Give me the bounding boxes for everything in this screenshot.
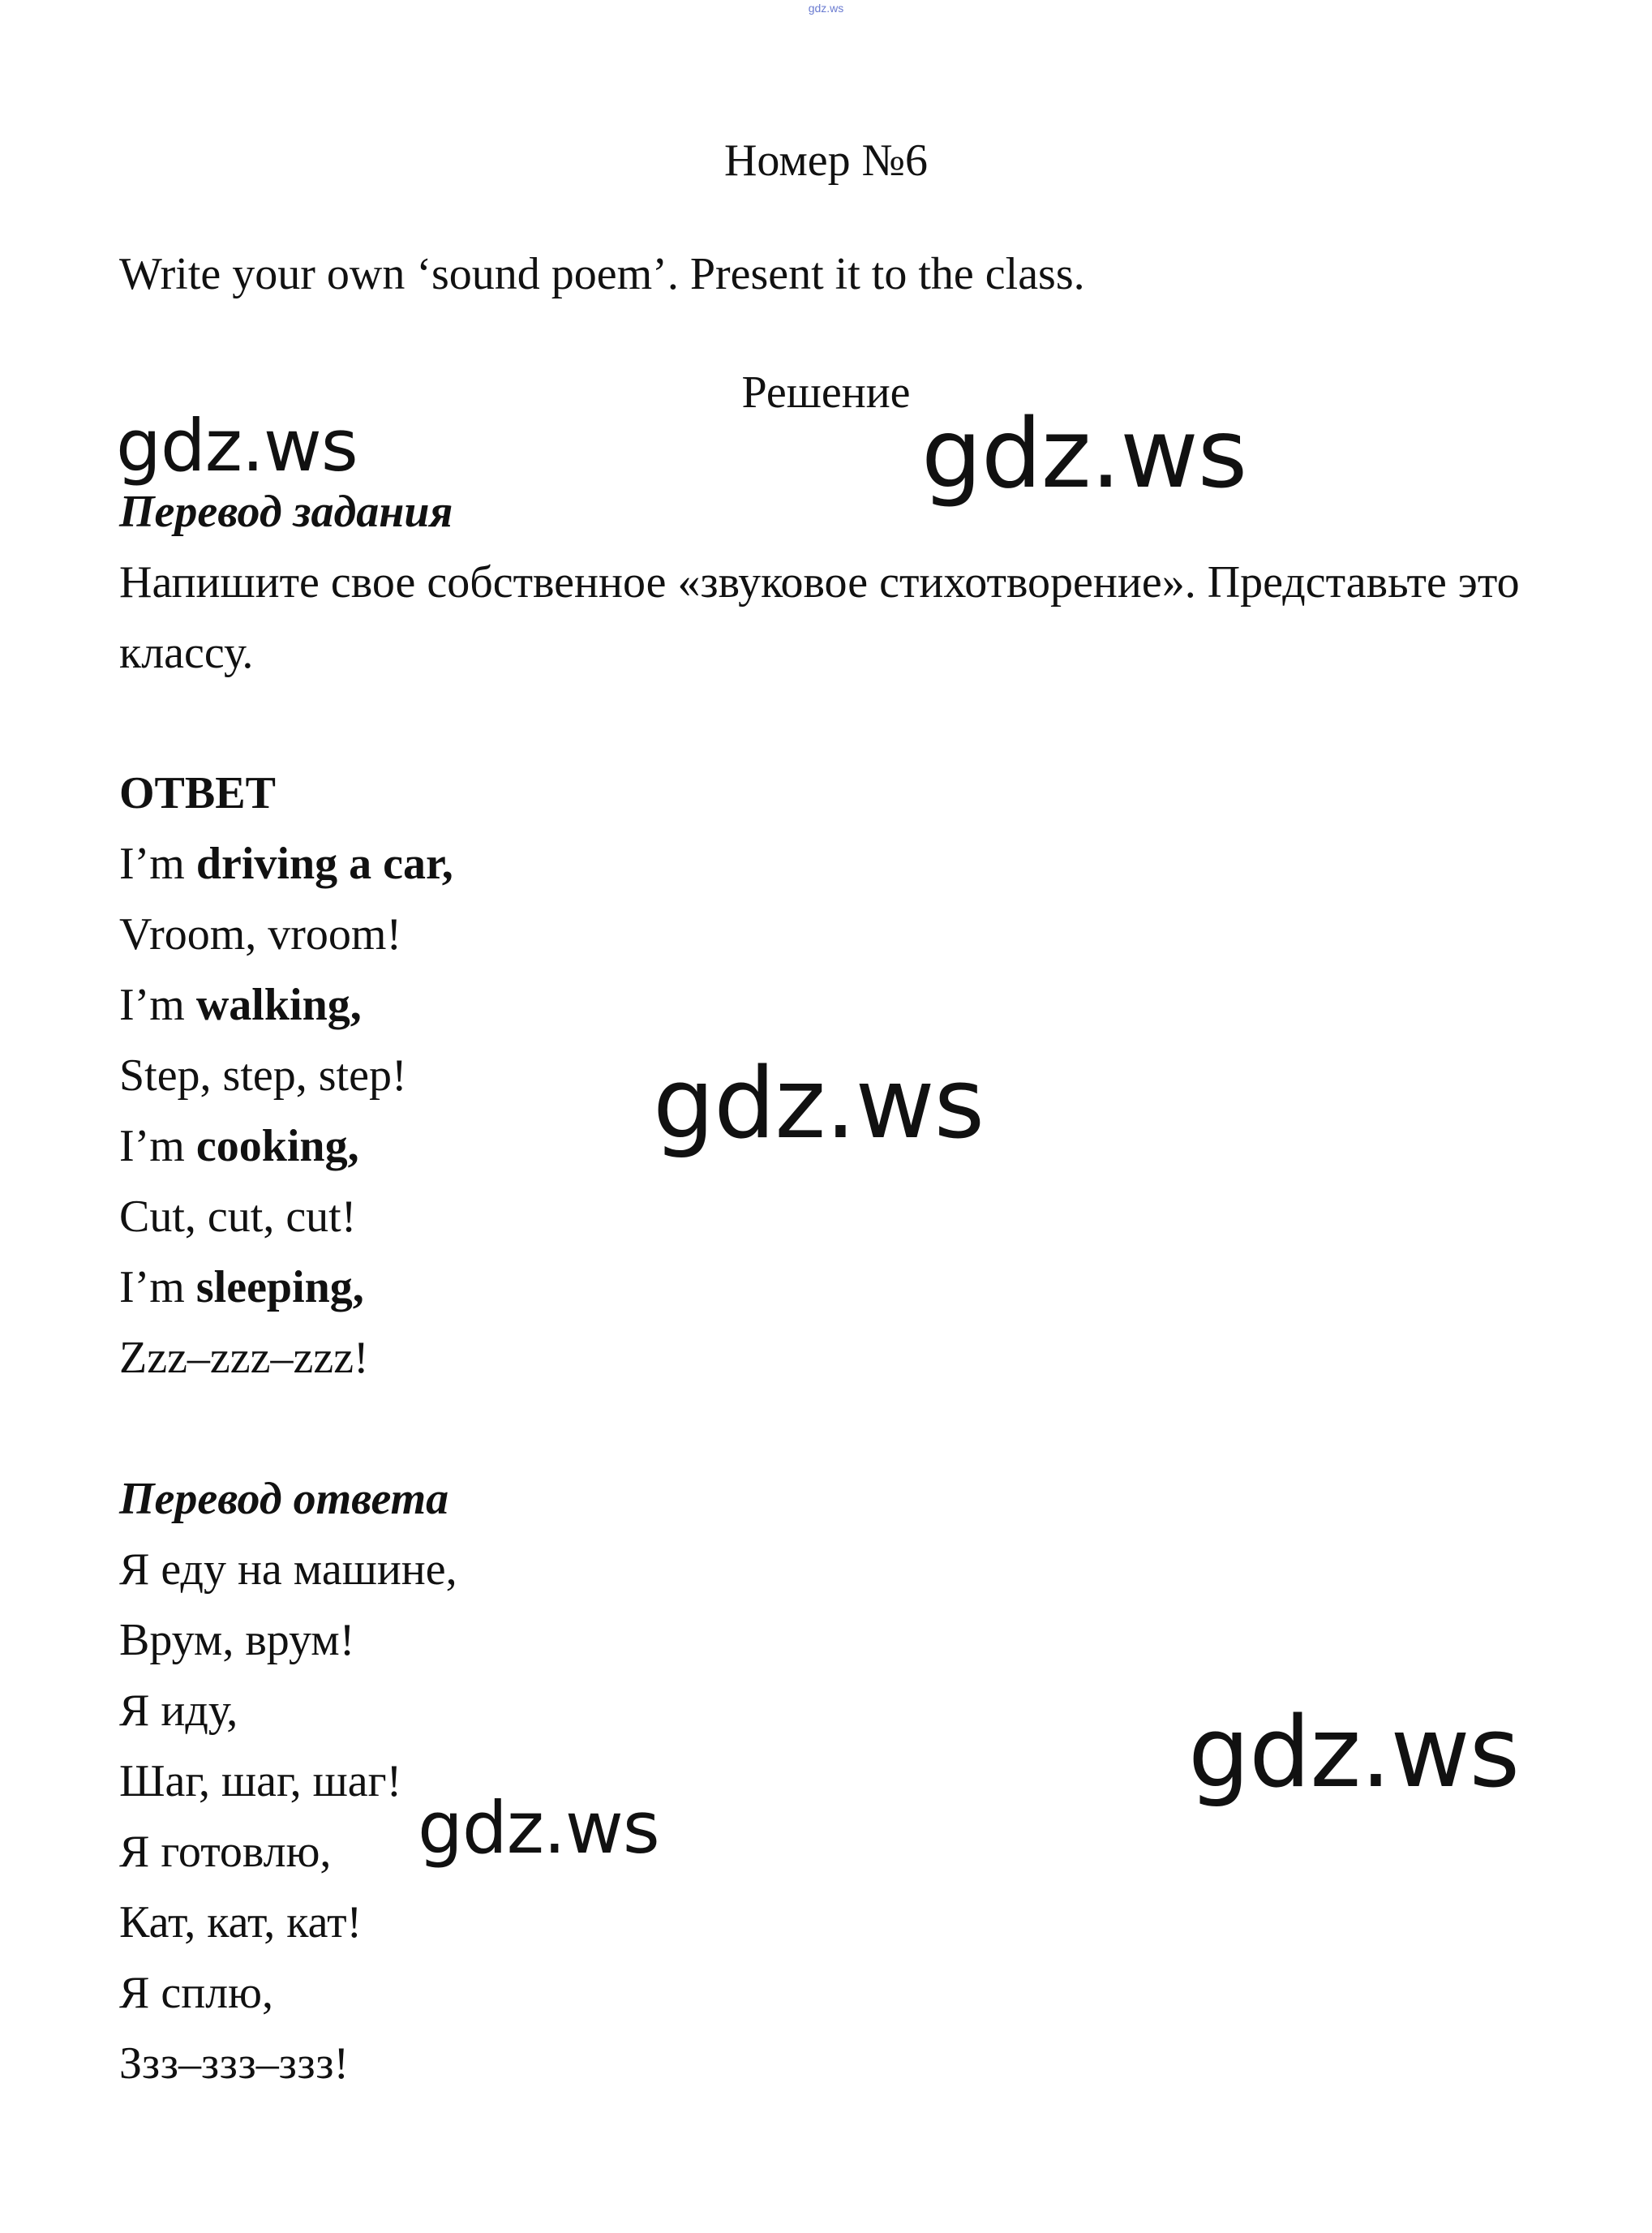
poem-ru-line: Кат, кат, кат! <box>119 1897 363 1947</box>
poem-en-line: I’m walking, <box>119 980 362 1030</box>
watermark: gdz.ws <box>653 1048 985 1161</box>
poem-ru-line: Ззз–ззз–ззз! <box>119 2038 350 2089</box>
watermark: gdz.ws <box>1188 1697 1520 1810</box>
poem-ru-line: Шаг, шаг, шаг! <box>119 1756 402 1806</box>
poem-en-line: I’m driving a car, <box>119 839 453 889</box>
poem-en-line: Vroom, vroom! <box>119 909 402 960</box>
poem-en-line: Zzz–zzz–zzz! <box>119 1333 369 1383</box>
page-title: Номер №6 <box>723 135 929 186</box>
poem-ru-line: Врум, врум! <box>119 1615 355 1665</box>
poem-ru-line: Я еду на машине, <box>119 1544 457 1595</box>
answer-translation-heading: Перевод ответа <box>119 1474 449 1524</box>
watermark: gdz.ws <box>116 404 358 487</box>
task-english: Write your own ‘sound poem’. Present it to the class. <box>119 249 1085 299</box>
watermark: gdz.ws <box>418 1786 659 1870</box>
poem-en-line: I’m cooking, <box>119 1121 359 1171</box>
solution-heading: Решение <box>741 367 911 418</box>
poem-en-line: Cut, cut, cut! <box>119 1192 357 1242</box>
poem-en-line: Step, step, step! <box>119 1050 407 1101</box>
translation-heading: Перевод задания <box>119 487 453 537</box>
poem-ru-line: Я сплю, <box>119 1968 273 2018</box>
poem-en-line: I’m sleeping, <box>119 1262 364 1312</box>
poem-ru-line: Я готовлю, <box>119 1827 332 1877</box>
watermark: gdz.ws <box>921 397 1247 509</box>
top-watermark: gdz.ws <box>808 2 844 15</box>
poem-ru-line: Я иду, <box>119 1685 238 1736</box>
task-russian: Напишите свое собственное «звуковое стихотворение». Представьте это классу. <box>119 557 1520 678</box>
answer-heading: ОТВЕТ <box>119 768 276 818</box>
